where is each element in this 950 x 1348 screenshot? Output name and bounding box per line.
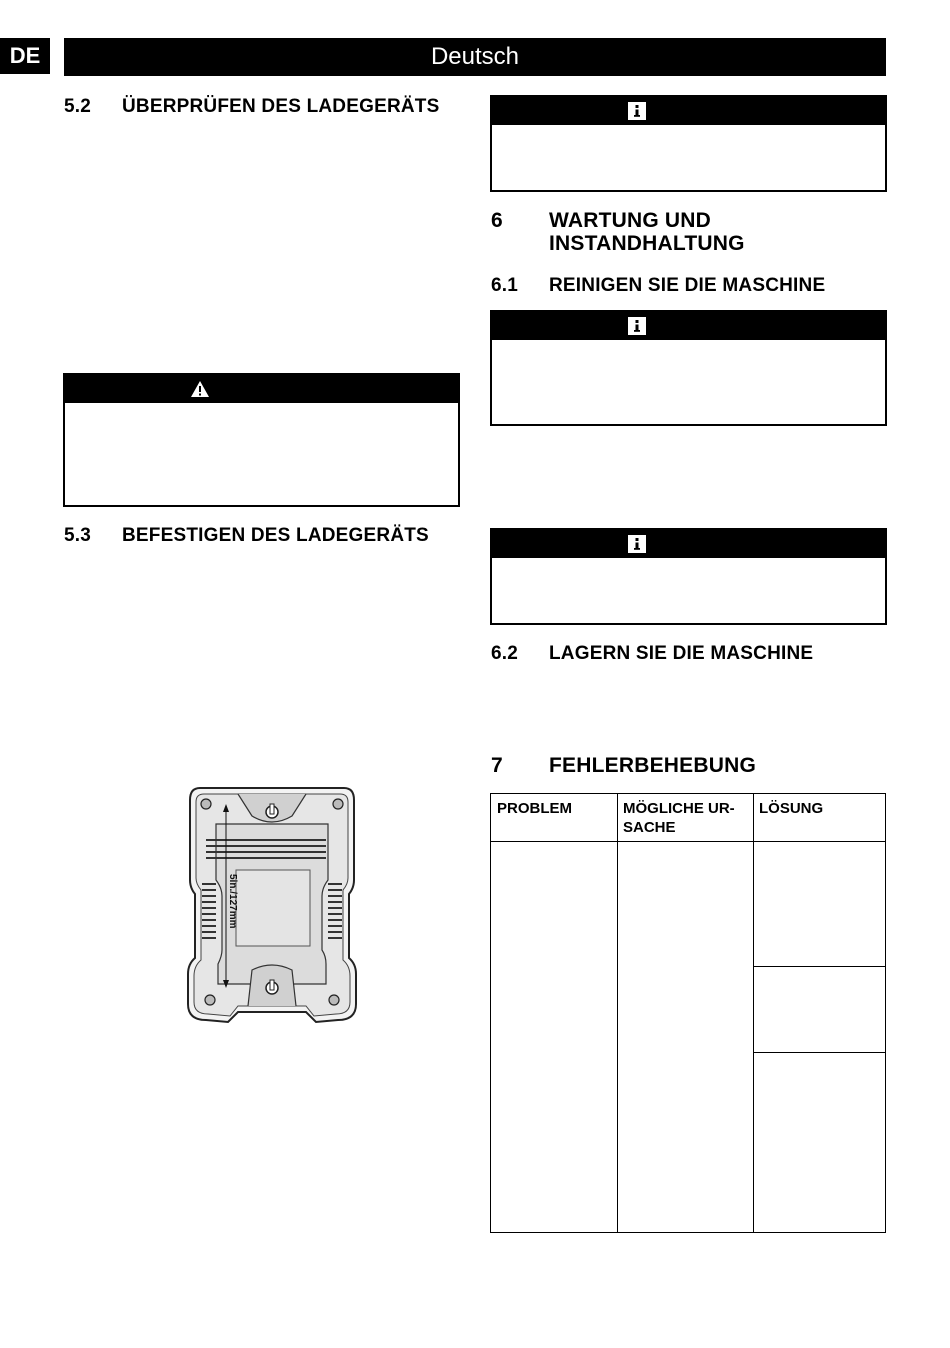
table-row-divider [753, 966, 885, 967]
info-notice-bar [492, 530, 885, 558]
info-notice-box-1 [490, 95, 887, 192]
language-badge: DE [0, 38, 50, 74]
heading-5-2 [64, 96, 464, 120]
info-icon [627, 316, 647, 336]
table-header-problem: PROBLEM [497, 800, 572, 817]
heading-text-line2: INSTANDHALTUNG [549, 232, 745, 255]
info-icon [627, 101, 647, 121]
info-notice-box-3 [490, 528, 887, 625]
heading-number: 7 [491, 754, 503, 777]
table-header-solution: LÖSUNG [759, 800, 824, 817]
table-header-cause-line1: MÖGLICHE UR- [623, 800, 735, 817]
table-column-divider [753, 794, 754, 1232]
heading-text: FEHLERBEHEBUNG [549, 754, 756, 777]
heading-7 [491, 754, 891, 780]
heading-5-3 [64, 525, 464, 549]
troubleshooting-table [490, 793, 886, 1233]
info-notice-bar [492, 312, 885, 340]
heading-text: LAGERN SIE DIE MASCHINE [549, 643, 814, 664]
table-header-cause-line2: SACHE [623, 819, 676, 836]
table-column-divider [617, 794, 618, 1232]
heading-text: ÜBERPRÜFEN DES LADEGERÄTS [122, 96, 440, 117]
warning-notice-bar [65, 375, 458, 403]
info-notice-box-2 [490, 310, 887, 426]
heading-number: 6.2 [491, 643, 519, 664]
info-icon [627, 534, 647, 554]
heading-6-2 [491, 643, 891, 667]
heading-text: BEFESTIGEN DES LADEGERÄTS [122, 525, 429, 546]
figure-dimension-label: 5in./127mm [227, 874, 238, 929]
heading-6-1 [491, 275, 891, 299]
warning-triangle-icon [190, 379, 210, 399]
heading-number: 6 [491, 209, 503, 232]
page-header-title: Deutsch [64, 38, 886, 76]
heading-number: 5.2 [64, 96, 92, 117]
heading-text-line1: WARTUNG UND [549, 209, 712, 232]
table-row-divider [753, 1052, 885, 1053]
charger-rear-illustration [186, 784, 358, 1026]
table-header-cause [623, 799, 735, 837]
heading-6 [491, 209, 891, 257]
warning-notice-box [63, 373, 460, 507]
heading-number: 5.3 [64, 525, 92, 546]
info-notice-bar [492, 97, 885, 125]
table-header-divider [491, 841, 885, 842]
heading-number: 6.1 [491, 275, 519, 296]
heading-text: REINIGEN SIE DIE MASCHINE [549, 275, 826, 296]
